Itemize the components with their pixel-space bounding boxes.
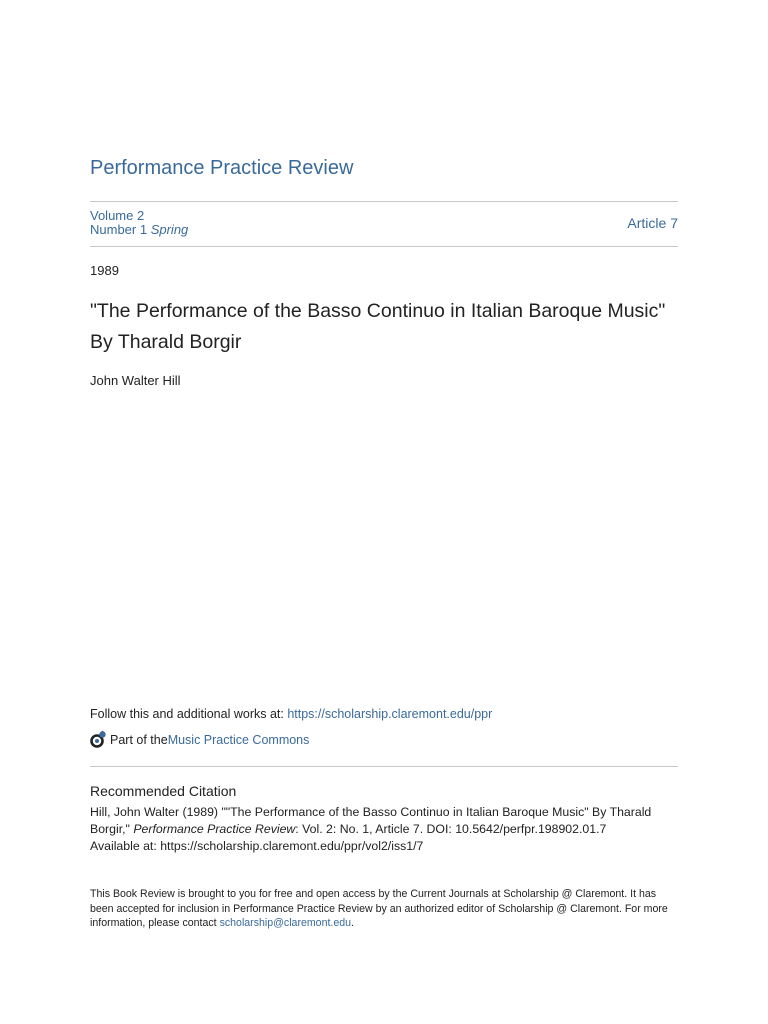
citation-journal: Performance Practice Review <box>133 822 296 836</box>
citation-divider <box>90 766 678 767</box>
access-note <box>90 887 678 931</box>
citation-line1: Hill, John Walter (1989) ""The Performance of the Basso Continuo in Italian Baroque Music" By Tharald Borgir," <box>90 805 652 836</box>
issue-info <box>90 209 188 237</box>
cover-page <box>90 0 678 1024</box>
access-note-text: This Book Review is brought to you for free and open access by the Current Journals at Scholarship @ Claremont. It has been accepted for inclusion in Performance Practice Review by an authorized editor of Scholarship @ Claremont. For more information, please contact <box>90 888 668 929</box>
top-divider <box>90 201 678 202</box>
part-of-line <box>90 730 309 749</box>
commons-link[interactable]: Music Practice Commons <box>167 732 310 747</box>
article-link[interactable]: Article 7 <box>627 215 678 231</box>
citation-line2: : Vol. 2: No. 1, Article 7. DOI: 10.5642/perfpr.198902.01.7 <box>295 822 607 836</box>
contact-email-link[interactable]: scholarship@claremont.edu <box>219 917 352 929</box>
network-commons-icon <box>90 730 107 749</box>
author-name: John Walter Hill <box>90 373 181 388</box>
recommended-citation-heading: Recommended Citation <box>90 783 237 799</box>
access-note-end: . <box>351 917 354 929</box>
follow-line <box>90 707 492 721</box>
volume-link[interactable]: Volume 2 <box>90 208 145 223</box>
citation-text <box>90 804 678 855</box>
follow-prefix: Follow this and additional works at: <box>90 707 288 721</box>
publication-year: 1989 <box>90 263 119 278</box>
number-link[interactable] <box>90 223 188 237</box>
available-prefix: Available at: <box>90 839 161 853</box>
article-title: "The Performance of the Basso Continuo in Italian Baroque Music" By Tharald Borgir <box>90 300 666 353</box>
number-label: Number 1 <box>90 222 148 237</box>
part-of-prefix: Part of the <box>110 732 168 747</box>
available-url: https://scholarship.claremont.edu/ppr/vol2/iss1/7 <box>160 839 424 853</box>
middle-divider <box>90 246 678 247</box>
repository-link[interactable]: https://scholarship.claremont.edu/ppr <box>287 707 493 721</box>
journal-title[interactable]: Performance Practice Review <box>90 157 354 179</box>
season-label: Spring <box>150 222 189 237</box>
